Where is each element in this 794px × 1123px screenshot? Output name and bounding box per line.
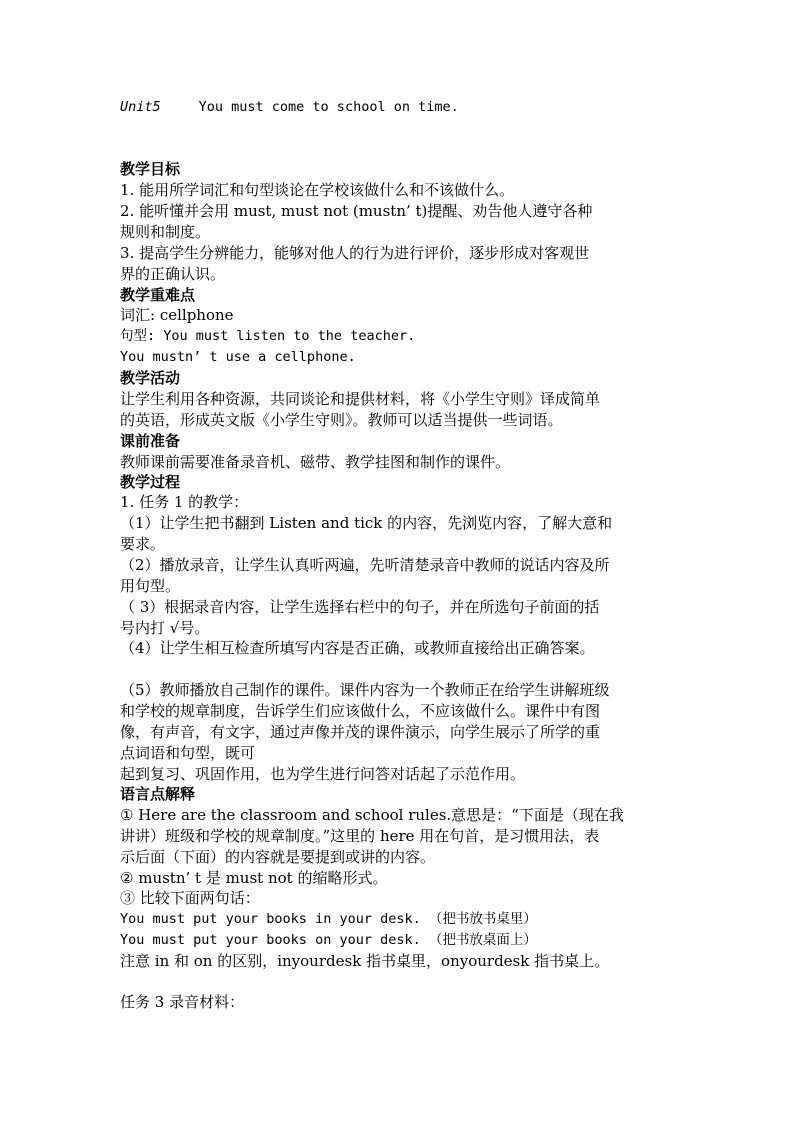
process-line: 像，有声音，有文字，通过声像并茂的课件演示，向学生展示了所学的重 — [120, 723, 601, 741]
unit-title: You must come to school on time. — [198, 99, 459, 115]
key-points-heading: 教学重难点 — [120, 286, 196, 304]
process-line: 和学校的规章制度，告诉学生们应该做什么，不应该做什么。课件中有图 — [120, 702, 601, 720]
process-line: （ 3）根据录音内容，让学生选择右栏中的句子，并在所选句子前面的括 — [120, 598, 600, 616]
activity-line: 让学生利用各种资源，共同谈论和提供材料，将《小学生守则》译成简单 — [120, 390, 601, 408]
objective-line: 界的正确认识。 — [120, 265, 226, 283]
process-line: （4）让学生相互检查所填写内容是否正确，或教师直接给出正确答案。 — [120, 639, 595, 657]
preparation-line: 教师课前需要准备录音机、磁带、教学挂图和制作的课件。 — [120, 453, 511, 471]
example-sentence: You must put your books in your desk. （把书放书桌里） — [120, 911, 537, 927]
process-line: 1. 任务 1 的教学： — [120, 493, 249, 511]
unit-label: Unit5 — [120, 99, 161, 115]
language-point-line: ③ 比较下面两句话： — [120, 889, 260, 907]
objectives-heading: 教学目标 — [120, 160, 181, 178]
process-line: 用句型。 — [120, 577, 181, 595]
unit-title-line — [120, 97, 680, 118]
language-point-line: ① Here are the classroom and school rules.意思是：“下面是（现在我 — [120, 806, 624, 824]
activity-heading: 教学活动 — [120, 369, 181, 387]
process-line: 点词语和句型，既可 — [120, 744, 256, 762]
process-heading: 教学过程 — [120, 473, 181, 491]
language-point-line: ② mustn’ t 是 must not 的缩略形式。 — [120, 869, 388, 887]
language-points-heading: 语言点解释 — [120, 785, 196, 803]
objective-line: 1. 能用所学词汇和句型谈论在学校该做什么和不该做什么。 — [120, 181, 515, 199]
language-point-line: 示后面（下面）的内容就是要提到或讲的内容。 — [120, 848, 436, 866]
key-points-pattern: 句型: You must listen to the teacher. — [120, 328, 416, 344]
preparation-heading: 课前准备 — [120, 432, 181, 450]
example-sentence: You must put your books on your desk. （把书放桌面上） — [120, 932, 537, 948]
process-line: 要求。 — [120, 535, 166, 553]
activity-line: 的英语，形成英文版《小学生守则》。教师可以适当提供一些词语。 — [120, 411, 563, 429]
process-line: 号内打 √号。 — [120, 619, 210, 637]
language-point-line: 讲讲）班级和学校的规章制度。”这里的 here 用在句首，是习惯用法，表 — [120, 827, 600, 845]
process-line: （1）让学生把书翻到 Listen and tick 的内容，先浏览内容，了解大意和 — [120, 514, 613, 532]
key-points-pattern-2: You mustn’ t use a cellphone. — [120, 349, 356, 365]
language-point-note: 注意 in 和 on 的区别，inyourdesk 指书桌里，onyourdesk 指书桌上。 — [120, 952, 610, 970]
objective-line: 规则和制度。 — [120, 223, 211, 241]
process-line: （2）播放录音，让学生认真听两遍，先听清楚录音中教师的说话内容及所 — [120, 556, 610, 574]
process-line: 起到复习、巩固作用，也为学生进行问答对话起了示范作用。 — [120, 765, 526, 783]
task3-heading: 任务 3 录音材料： — [120, 993, 245, 1011]
objective-line: 3. 提高学生分辨能力，能够对他人的行为进行评价，逐步形成对客观世 — [120, 244, 590, 262]
process-line: （5）教师播放自己制作的课件。课件内容为一个教师正在给学生讲解班级 — [120, 681, 610, 699]
key-points-vocab: 词汇: cellphone — [120, 306, 234, 324]
objective-line: 2. 能听懂并会用 must, must not (mustn’ t)提醒、劝告他人遵守各种 — [120, 202, 593, 220]
